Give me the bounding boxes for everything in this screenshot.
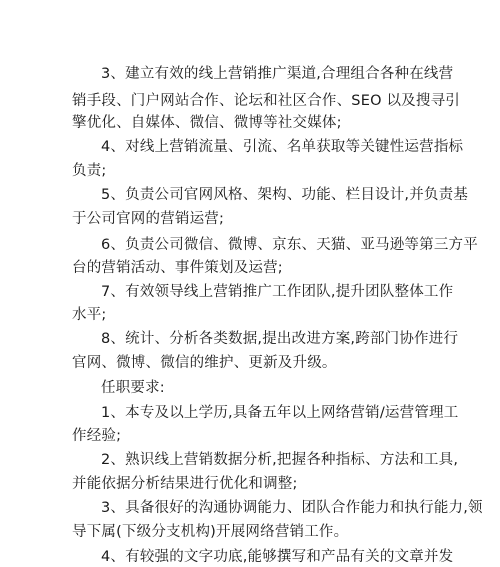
text-line: 4、有较强的文字功底,能够撰写和产品有关的文章并发 — [101, 549, 454, 565]
text-line: 3、具备很好的沟通协调能力、团队合作能力和执行能力,领 — [101, 500, 483, 516]
text-line: 官网、微博、微信的维护、更新及升级。 — [72, 355, 337, 371]
text-line: 7、有效领导线上营销推广工作团队,提升团队整体工作 — [101, 284, 454, 300]
text-line: 6、负责公司微信、微博、京东、天猫、亚马逊等第三方平 — [101, 237, 478, 253]
text-line: 8、统计、分析各类数据,提出改进方案,跨部门协作进行 — [101, 331, 459, 347]
text-line: 4、对线上营销流量、引流、名单获取等关键性运营指标 — [101, 139, 464, 155]
text-line: 擎优化、自媒体、微信、微博等社交媒体; — [72, 115, 342, 131]
text-line: 作经验; — [72, 428, 122, 444]
text-line: 水平; — [72, 307, 107, 323]
text-line: 3、建立有效的线上营销推广渠道,合理组合各种在线营 — [101, 66, 454, 82]
text-line: 销手段、门户网站合作、论坛和社区合作、SEO 以及搜寻引 — [72, 93, 460, 109]
text-line: 2、熟识线上营销数据分析,把握各种指标、方法和工具, — [101, 452, 459, 468]
text-line: 负责; — [72, 163, 107, 179]
text-line: 导下属(下级分支机构)开展网络营销工作。 — [72, 524, 349, 540]
text-line: 1、本专及以上学历,具备五年以上网络营销/运营管理工 — [101, 405, 459, 421]
text-line: 于公司官网的营销运营; — [72, 211, 225, 227]
text-line: 台的营销活动、事件策划及运营; — [72, 260, 283, 276]
text-line: 并能依据分析结果进行优化和调整; — [72, 476, 298, 492]
text-line: 5、负责公司官网风格、架构、功能、栏目设计,并负责基 — [101, 187, 469, 203]
section-heading: 任职要求: — [101, 380, 165, 396]
